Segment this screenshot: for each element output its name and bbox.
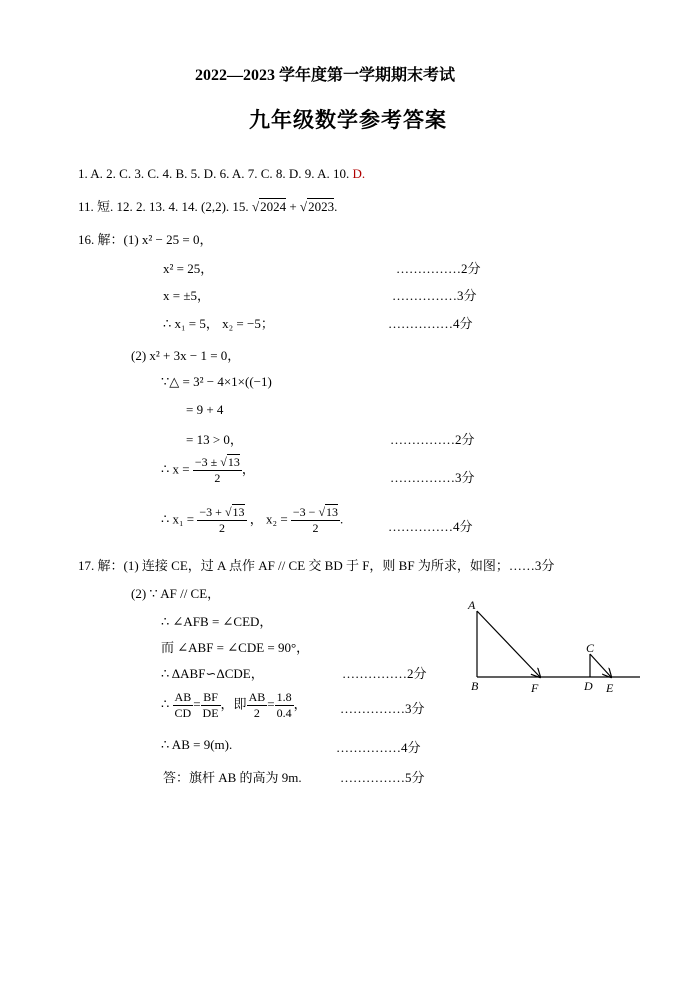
- radicand-13: 13: [227, 455, 240, 469]
- ratio-bf-de: [201, 690, 221, 721]
- namely: ，即: [220, 696, 247, 712]
- score-17-3: ……………4分: [336, 740, 421, 755]
- answers-11-15: 11. 短. 12. 2. 13. 4. 14. (2,2). 15. √2024 + √2023.: [78, 199, 338, 214]
- q17-line4: [161, 690, 307, 721]
- ratio-bf-de-num: BF: [201, 690, 221, 706]
- exam-title: 2022—2023 学年度第一学期期末考试: [195, 67, 456, 84]
- answer-15-dot: .: [334, 199, 338, 214]
- answers-1-10-text: 1. A. 2. C. 3. C. 4. B. 5. D. 6. A. 7. C. 8. D. 9. A. 10.: [78, 166, 350, 181]
- root1-radicand: 13: [232, 505, 245, 519]
- ratio-bf-de-den: DE: [202, 706, 219, 720]
- root2-radicand: 13: [326, 505, 339, 519]
- comma: ，: [241, 461, 255, 477]
- root2-denominator: 2: [312, 521, 319, 535]
- answer-10-dot: .: [361, 166, 366, 181]
- ratio-ab-cd: [173, 690, 194, 721]
- ratio-ab-2-den: 2: [253, 706, 260, 720]
- line-af: [477, 611, 540, 677]
- comma-2: ，: [293, 696, 307, 712]
- q17-line5: ∴ AB = 9(m).: [161, 737, 233, 752]
- root2-fraction: [291, 505, 340, 536]
- score-16-5: ……………3分: [390, 470, 475, 485]
- line-ce: [590, 654, 611, 677]
- x2-equals: ， x₂ =: [249, 511, 288, 527]
- ratio-1-8-0-4: [275, 690, 294, 721]
- ratio-ab-cd-den: CD: [174, 706, 192, 720]
- ratio-1-8-num: 1.8: [276, 690, 292, 704]
- q16-line2: x = ±5，: [163, 288, 210, 303]
- radicand-2023: 2023: [308, 199, 335, 214]
- q16-part2-line3: = 13 > 0，: [186, 432, 243, 447]
- q17-intro: 17. 解：(1) 连接 CE，过 A 点作 AF // CE 交 BD 于 F，则 BF 为所求，如图；……3分: [78, 558, 555, 573]
- q17-line2: 而 ∠ABF = ∠CDE = 90°，: [161, 640, 310, 655]
- root1-denominator: 2: [218, 521, 225, 535]
- radicand-2024: 2024: [260, 199, 287, 214]
- q16-line1: x² = 25，: [163, 261, 214, 276]
- q17-line3: ∴ ΔABF∽ΔCDE，: [161, 666, 264, 681]
- numerator-text: −3 ±: [194, 455, 218, 469]
- label-b: B: [471, 679, 479, 693]
- score-16-4: ……………2分: [390, 432, 475, 447]
- score-16-6: ……………4分: [388, 519, 473, 534]
- ratio-0-4-den: 0.4: [276, 706, 292, 720]
- q16-line3: ∴ x₁ = 5， x₂ = −5；: [163, 316, 274, 331]
- answer-10: D: [352, 166, 362, 181]
- root1-fraction: [197, 505, 246, 536]
- score-16-1: ……………2分: [396, 261, 481, 276]
- q16-part2-line1: ∵△ = 3² − 4×1×((−1): [161, 374, 272, 389]
- root1-numerator-text: −3 +: [199, 505, 222, 519]
- q16-part2-line2: = 9 + 4: [186, 402, 224, 417]
- label-f: F: [531, 681, 539, 695]
- score-17-2: ……………3分: [340, 701, 425, 716]
- q16-part2-line4: [161, 455, 255, 486]
- label-a: A: [468, 598, 476, 612]
- q16-part2-line5: [161, 505, 343, 536]
- score-16-3: ……………4分: [388, 316, 473, 331]
- score-17-1: ……………2分: [342, 666, 427, 681]
- therefore: ∴: [161, 696, 170, 712]
- answers-1-10: [78, 166, 365, 182]
- x-equals: ∴ x =: [161, 461, 190, 477]
- root2-numerator-text: −3 −: [292, 505, 316, 519]
- document-title: 九年级数学参考答案: [249, 108, 447, 132]
- plus-sign: +: [286, 199, 300, 214]
- q16-intro: 16. 解：(1) x² − 25 = 0，: [78, 232, 213, 247]
- ratio-ab-2: [247, 690, 268, 721]
- q17-line1: ∴ ∠AFB = ∠CED，: [161, 614, 273, 629]
- final-dot: .: [340, 511, 344, 527]
- label-d: D: [584, 679, 593, 693]
- q17-part2-intro: (2) ∵ AF // CE，: [131, 586, 221, 601]
- label-e: E: [606, 681, 614, 695]
- equals-1: =: [193, 696, 201, 712]
- geometry-figure: [466, 596, 642, 700]
- q16-part2-intro: (2) x² + 3x − 1 = 0，: [131, 348, 241, 363]
- root1-numerator: −3 + √13: [199, 505, 245, 519]
- label-c: C: [586, 641, 595, 655]
- ratio-ab-cd-num: AB: [174, 690, 192, 704]
- answers-11-15-text: 11. 短. 12. 2. 13. 4. 14. (2,2). 15.: [78, 199, 252, 214]
- fraction-numerator: −3 ± √13: [194, 455, 240, 469]
- fraction-denominator: 2: [214, 471, 221, 485]
- equals-2: =: [267, 696, 275, 712]
- q17-answer: 答：旗杆 AB 的高为 9m.: [163, 770, 302, 785]
- score-16-2: ……………3分: [392, 288, 477, 303]
- root2-numerator: −3 − √13: [292, 505, 339, 519]
- score-17-4: ……………5分: [340, 770, 425, 785]
- quadratic-fraction: [193, 455, 242, 486]
- ratio-ab-2-num: AB: [248, 690, 266, 704]
- x1-equals: ∴ x₁ =: [161, 511, 195, 527]
